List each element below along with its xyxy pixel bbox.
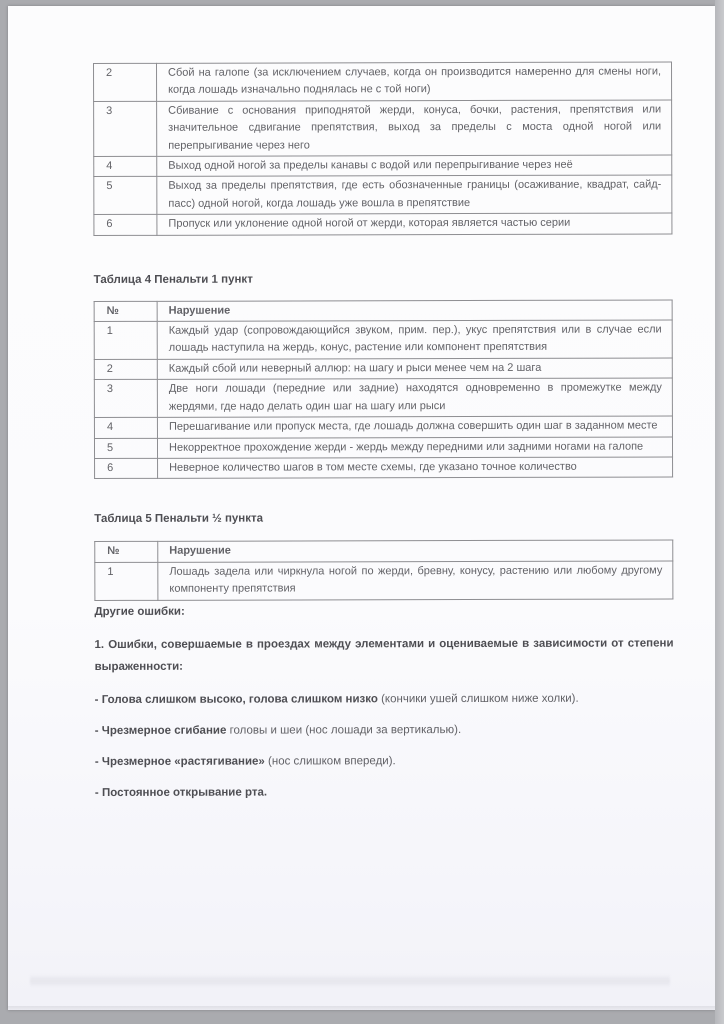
violation-cell: Перешагивание или пропуск места, где лошадь должна совершить один шаг в заданном месте (157, 416, 672, 438)
number-column-header: № (95, 542, 158, 563)
bullet-rest: головы и шеи (нос лошади за вертикалью). (226, 723, 462, 737)
violation-column-header: Нарушение (158, 540, 673, 562)
row-number-cell: 6 (94, 215, 157, 236)
scanner-edge (715, 0, 724, 1024)
other-errors-heading: Другие ошибки: (94, 605, 185, 618)
violation-cell: Две ноги лошади (передние или задние) находятся одновременно в промежутке между жердями, где надо делать один шаг на шагу или рыси (157, 378, 672, 417)
row-number-cell: 1 (94, 321, 157, 359)
row-number-cell: 2 (94, 359, 157, 380)
page-content (93, 61, 674, 801)
violation-cell: Каждый сбой или неверный аллюр: на шагу и рыси менее чем на 2 шага (157, 358, 672, 380)
table5-title: Таблица 5 Пенальти ½ пункта (94, 512, 264, 526)
row-number-cell: 5 (94, 438, 157, 459)
row-number-cell: 4 (94, 156, 157, 177)
violation-cell: Лошадь задела или чиркнула ногой по жерди, бревну, конусу, растению или любому другому компоненту препятствия (158, 561, 673, 600)
violation-cell: Некорректное прохождение жерди - жердь между передними или задними ногами на галопе (157, 436, 672, 458)
table-row (94, 62, 672, 101)
penalty-table-4 (94, 299, 673, 479)
table-row (95, 561, 673, 600)
violation-cell: Выход за пределы препятствия, где есть обозначенные границы (осаживание, квадрат, сайд-пасс) одной ногой, когда лошадь уже вошла в препятствие (157, 175, 672, 214)
bullet-lead: - Чрезмерное «растягивание» (94, 755, 265, 768)
number-column-header: № (94, 301, 157, 322)
table-row (94, 378, 672, 417)
bullet-rest: (кончики ушей слишком ниже холки). (377, 692, 579, 705)
scan-artifact (30, 974, 670, 988)
row-number-cell: 5 (94, 177, 157, 215)
violation-cell: Неверное количество шагов в том месте схемы, где указано точное количество (158, 457, 673, 479)
bullet-lead: - Голова слишком высоко, голова слишком низко (94, 692, 378, 706)
table-header-row (94, 300, 672, 322)
table-header-row (95, 540, 673, 562)
table4-title: Таблица 4 Пенальти 1 пункт (93, 273, 253, 286)
row-number-cell: 6 (95, 458, 158, 479)
table-row (94, 155, 672, 177)
row-number-cell: 1 (95, 562, 158, 600)
bullet-lead: - Чрезмерное сгибание (94, 724, 227, 737)
error-bullet (95, 783, 674, 802)
penalty-table-continuation (93, 61, 672, 235)
violation-column-header: Нарушение (157, 300, 672, 322)
violation-cell: Пропуск или уклонение одной ногой от жерди, которая является частью серии (157, 213, 672, 235)
violation-cell: Выход одной ногой за пределы канавы с водой или перепрыгивание через неё (157, 155, 672, 177)
table-row (94, 320, 672, 359)
errors-intro-paragraph: 1. Ошибки, совершаемые в проездах между элементами и оцениваемые в зависимости от степени выраженности: (94, 637, 674, 673)
row-number-cell: 3 (94, 101, 157, 156)
table-row (95, 457, 673, 479)
paper-bottom-edge (8, 1006, 715, 1011)
violation-cell: Сбой на галопе (за исключением случаев, когда он производится намеренно для смены ноги, когда лошадь изначально поднялась не с той ноги) (157, 62, 672, 101)
table-row (94, 436, 672, 458)
bullet-rest: (нос слишком впереди). (264, 754, 396, 768)
row-number-cell: 2 (94, 63, 157, 101)
row-number-cell: 4 (94, 417, 157, 438)
row-number-cell: 3 (94, 380, 157, 418)
table-row (94, 358, 672, 380)
table-row (94, 100, 672, 157)
bullet-lead: - Постоянное открывание рта. (94, 786, 268, 799)
error-bullet (95, 752, 674, 771)
error-bullet (95, 690, 674, 709)
error-bullet (95, 721, 674, 740)
table-row (94, 213, 672, 235)
table-row (94, 416, 672, 438)
violation-cell: Сбивание с основания приподнятой жерди, конуса, бочки, растения, препятствия или значительное сдвигание препятствия, выход за пределы с моста одной ногой или перепрыгивание через него (157, 100, 672, 157)
table-row (94, 175, 672, 214)
penalty-table-5 (94, 540, 673, 601)
violation-cell: Каждый удар (сопровождающийся звуком, прим. пер.), укус препятствия или в случае если лошадь наступила на жердь, конус, растение или компонент препятствия (157, 320, 672, 359)
